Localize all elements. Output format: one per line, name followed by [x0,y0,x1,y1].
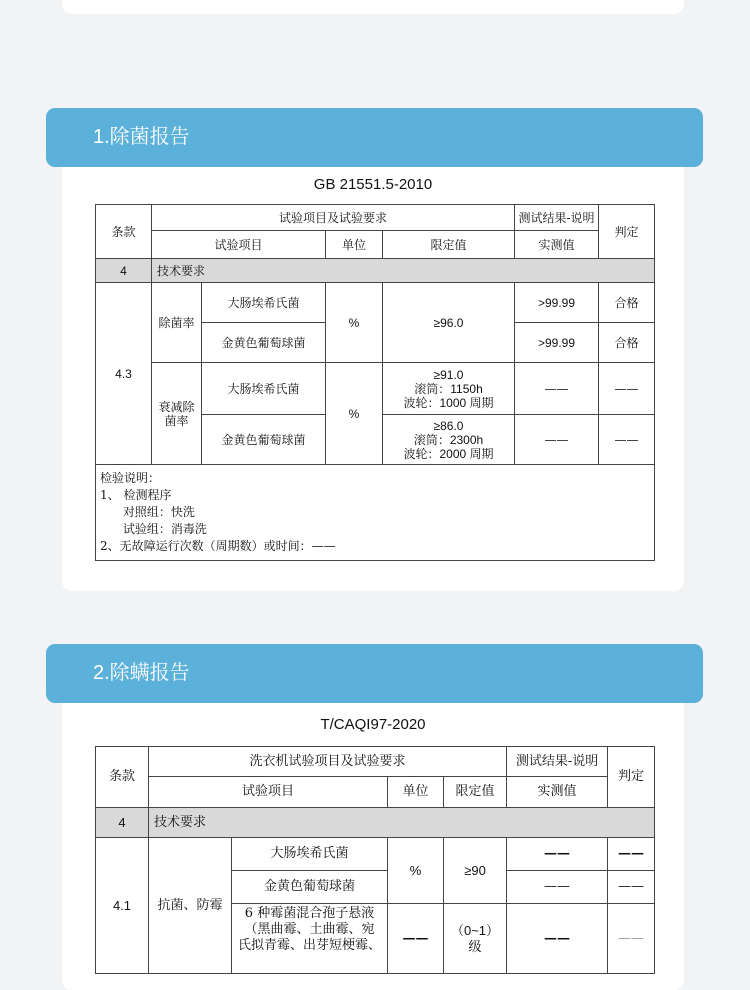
standard-number: GB 21551.5-2010 [313,176,433,193]
header-limit: 限定值 [383,231,515,259]
category-label: 抗菌、防霉 [149,838,232,974]
judge-value: 合格 [599,323,655,363]
judge-value: —— [608,904,655,974]
rate1-label: 除菌率 [152,283,202,363]
limit-line: ≥91.0 [433,367,464,382]
note-line: 2、无故障运行次数（周期数）或时间：—— [100,539,336,553]
clause-4-1: 4.1 [96,838,149,974]
section-banner-mite-removal [46,644,703,703]
tech-label: 技术要求 [149,808,655,838]
mold-line: 6 种霉菌混合孢子悬液 [244,906,375,921]
organism-staph: 金黄色葡萄球菌 [232,871,388,904]
judge-value: 合格 [599,283,655,323]
note-line: 试验组：消毒洗 [100,522,207,536]
limit-line: 级 [468,938,482,954]
rate1-limit: ≥96.0 [383,283,515,363]
rate2-label: 衰减除菌率 [152,363,202,465]
clause-4-3: 4.3 [96,283,152,465]
organism-ecoli: 大肠埃希氏菌 [202,283,326,323]
header-test-items-req: 洗衣机试验项目及试验要求 [149,747,507,777]
unit-pct: % [388,838,444,904]
section-title: 2.除螨报告 [93,662,190,684]
limit-line: （0~1） [450,922,500,938]
note-line: 1、 检测程序 [100,488,172,502]
header-result-desc: 测试结果-说明 [507,747,608,777]
limit-line: ≥86.0 [433,418,464,433]
sterilization-table [95,204,655,561]
mold-unit: —— [388,904,444,974]
organism-ecoli: 大肠埃希氏菌 [202,363,326,415]
limit-90: ≥90 [444,838,507,904]
limit-line: 波轮：1000 周期 [403,395,494,410]
judge-value: —— [599,363,655,415]
organism-ecoli: 大肠埃希氏菌 [232,838,388,871]
mite-removal-table [95,746,655,974]
measured-value: >99.99 [515,323,599,363]
measured-value: >99.99 [515,283,599,323]
rate2-limit-cell [383,415,515,465]
organism-staph: 金黄色葡萄球菌 [202,323,326,363]
section-banner-sterilization [46,108,703,167]
tech-label: 技术要求 [152,259,655,283]
note-line: 对照组：快洗 [100,505,195,519]
measured-value: —— [507,838,608,871]
header-test-item: 试验项目 [152,231,326,259]
mold-line: （黑曲霉、土曲霉、宛 [244,922,375,937]
limit-line: 滚筒：1150h [414,381,483,396]
rate2-unit: % [326,363,383,465]
mold-spore-cell [232,904,388,974]
judge-value: —— [608,871,655,904]
header-measured: 实测值 [507,777,608,808]
limit-line: 滚筒：2300h [413,432,484,447]
measured-value: —— [515,363,599,415]
header-unit: 单位 [326,231,383,259]
header-judge: 判定 [608,747,655,808]
measured-value: —— [515,415,599,465]
header-test-items-req: 试验项目及试验要求 [152,205,515,231]
header-clause: 条款 [96,747,149,808]
mold-line: 氏拟青霉、出芽短梗霉、 [237,938,381,953]
header-test-item: 试验项目 [149,777,388,808]
measured-value: —— [507,871,608,904]
header-result-desc: 测试结果-说明 [515,205,599,231]
rate1-unit: % [326,283,383,363]
inspection-notes [96,465,655,561]
measured-value: —— [507,904,608,974]
limit-line: 波轮：2000 周期 [403,446,494,461]
tech-num: 4 [96,808,149,838]
header-limit: 限定值 [444,777,507,808]
mold-limit-cell [444,904,507,974]
judge-value: —— [608,838,655,871]
header-judge: 判定 [599,205,655,259]
section-title: 1.除菌报告 [93,126,190,148]
rate2-limit-cell [383,363,515,415]
tech-num: 4 [96,259,152,283]
organism-staph: 金黄色葡萄球菌 [202,415,326,465]
header-measured: 实测值 [515,231,599,259]
header-clause: 条款 [96,205,152,259]
judge-value: —— [599,415,655,465]
previous-card [62,0,684,14]
header-unit: 单位 [388,777,444,808]
note-line: 检验说明： [100,471,161,485]
standard-number: T/CAQI97-2020 [320,716,426,733]
